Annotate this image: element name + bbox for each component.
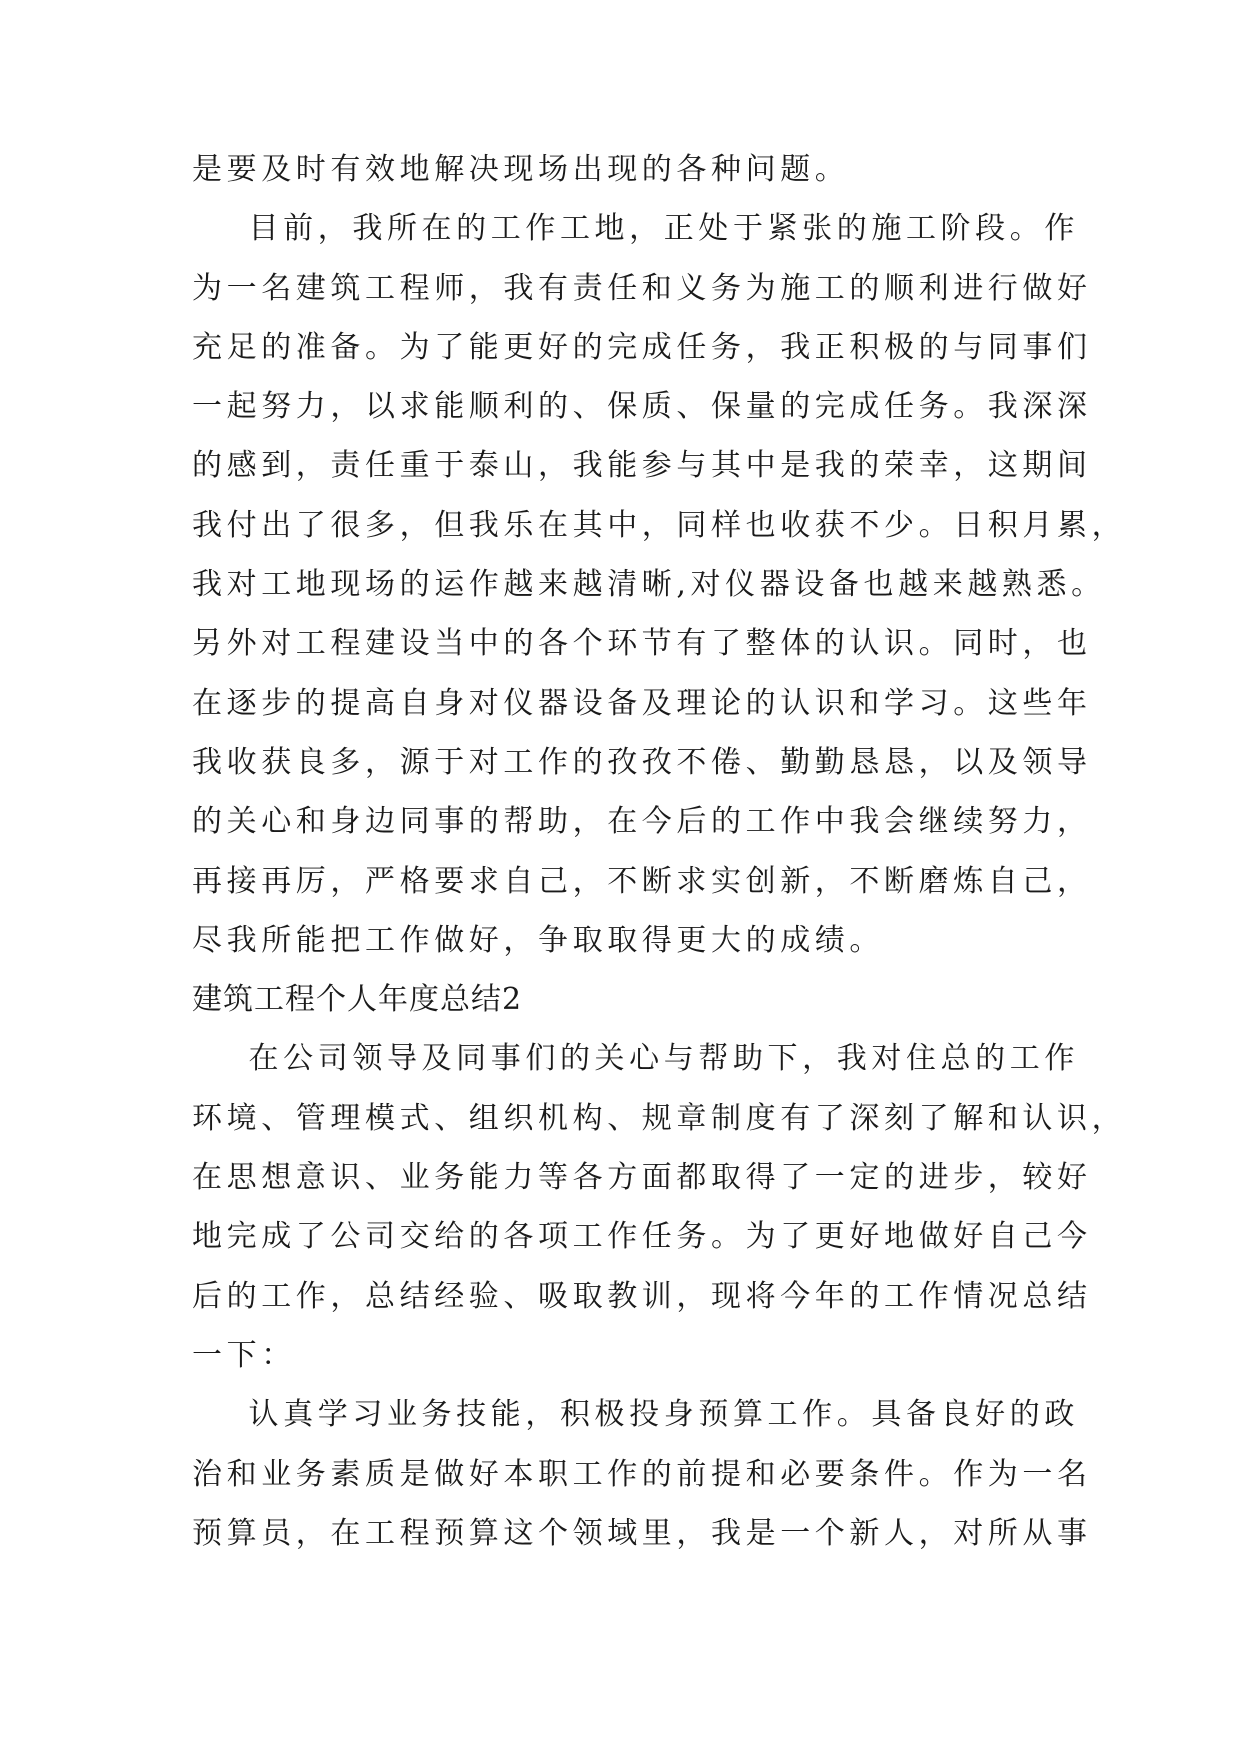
text-line: 在公司领导及同事们的关心与帮助下，我对住总的工作 [192,1041,1079,1077]
text-line: 另外对工程建设当中的各个环节有了整体的认识。同时，也 [192,626,1092,662]
text-line: 地完成了公司交给的各项工作任务。为了更好地做好自己今 [192,1219,1092,1255]
text-line: 再接再厉，严格要求自己，不断求实创新，不断磨炼自己， [192,863,1092,899]
text-line: 一起努力，以求能顺利的、保质、保量的完成任务。我深深 [192,389,1092,425]
text-line: 认真学习业务技能，积极投身预算工作。具备良好的政 [192,1397,1079,1433]
text-line: 是要及时有效地解决现场出现的各种问题。 [192,152,850,187]
text-line: 环境、管理模式、组织机构、规章制度有了深刻了解和认识， [192,1100,1127,1136]
text-line: 充足的准备。为了能更好的完成任务，我正积极的与同事们 [192,329,1092,365]
text-line: 目前，我所在的工作工地，正处于紧张的施工阶段。作 [192,211,1079,247]
text-line: 我对工地现场的运作越来越清晰,对仪器设备也越来越熟悉。 [192,567,1106,603]
text-line: 在逐步的提高自身对仪器设备及理论的认识和学习。这些年 [192,685,1092,721]
document-body [192,152,1127,1578]
text-line: 的感到，责任重于泰山，我能参与其中是我的荣幸，这期间 [192,448,1092,484]
section-heading: 建筑工程个人年度总结2 [192,982,523,1018]
text-line: 为一名建筑工程师，我有责任和义务为施工的顺利进行做好 [192,270,1092,306]
text-line: 在思想意识、业务能力等各方面都取得了一定的进步，较好 [192,1160,1092,1196]
text-line: 预算员，在工程预算这个领域里，我是一个新人，对所从事 [192,1515,1092,1551]
text-line: 我收获良多，源于对工作的孜孜不倦、勤勤恳恳，以及领导 [192,744,1092,780]
text-line: 后的工作，总结经验、吸取教训，现将今年的工作情况总结 [192,1278,1092,1314]
text-line: 我付出了很多，但我乐在其中，同样也收获不少。日积月累， [192,507,1127,543]
text-line: 治和业务素质是做好本职工作的前提和必要条件。作为一名 [192,1456,1092,1492]
text-line: 尽我所能把工作做好，争取取得更大的成绩。 [192,922,884,958]
text-line: 一下： [192,1337,296,1373]
text-line: 的关心和身边同事的帮助，在今后的工作中我会继续努力， [192,804,1092,840]
